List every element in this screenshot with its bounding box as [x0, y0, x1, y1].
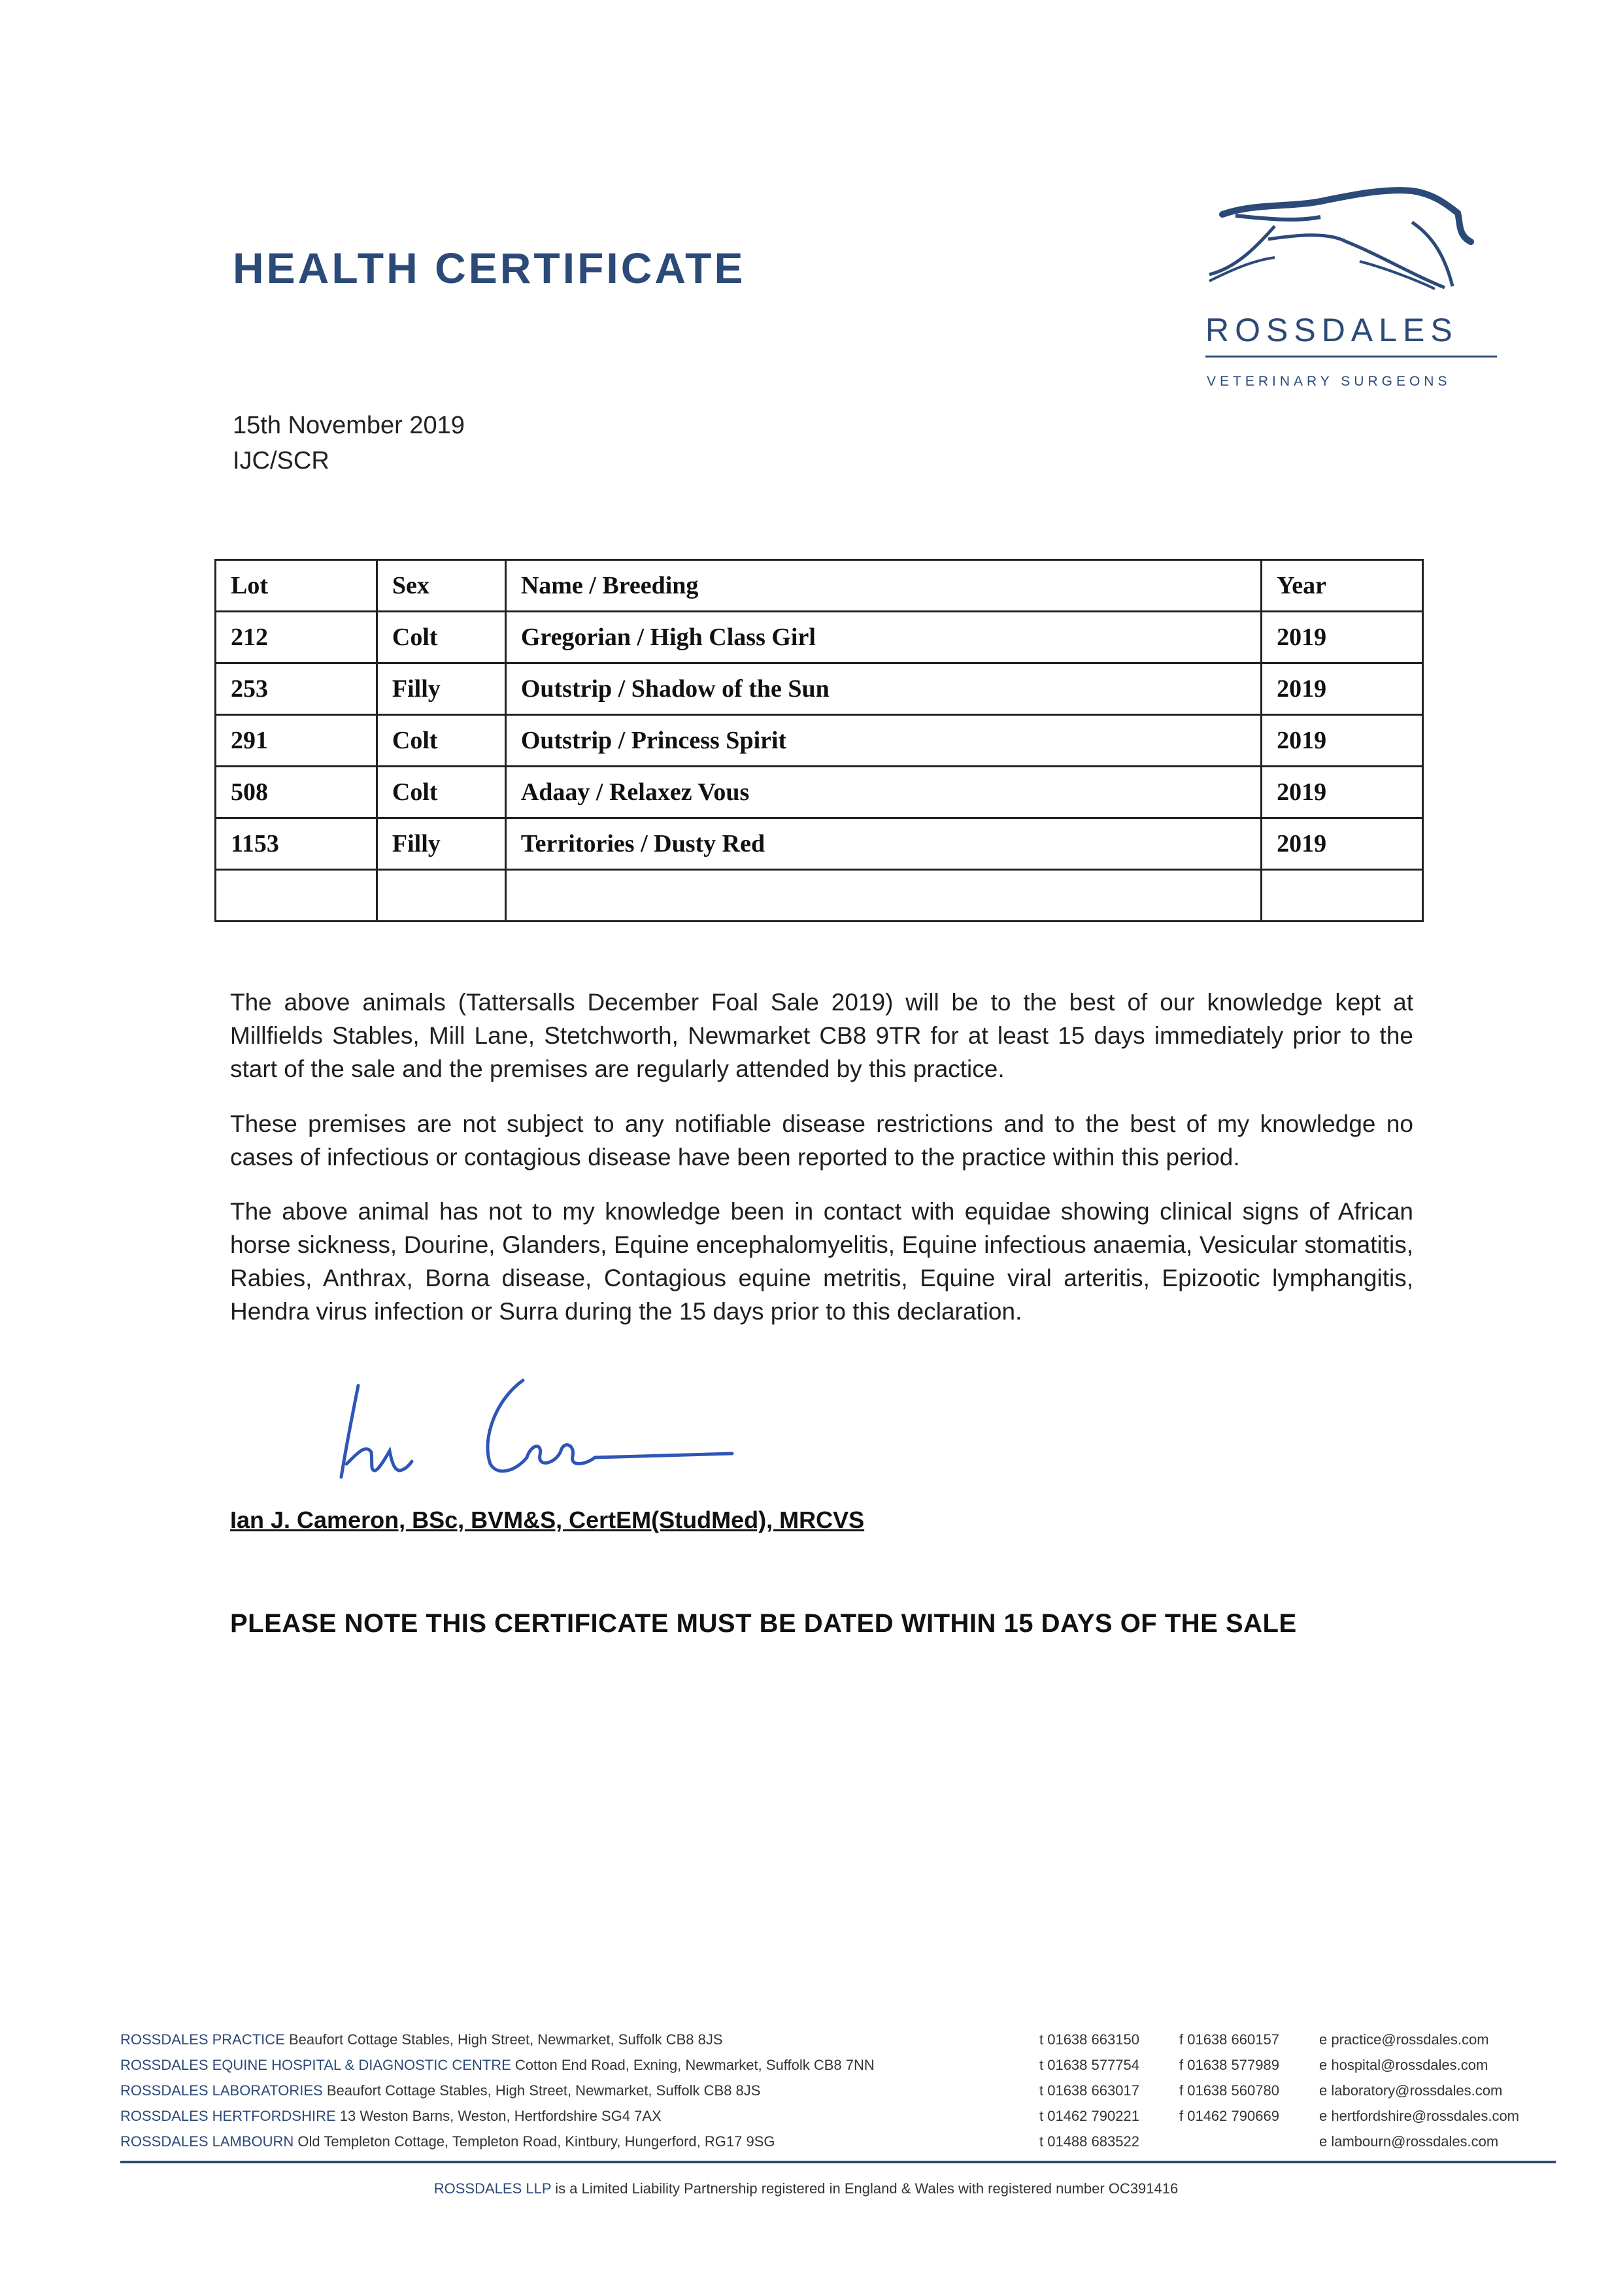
signature-icon [327, 1373, 745, 1497]
header-sex: Sex [377, 560, 505, 612]
horse-logo-icon [1196, 176, 1497, 399]
footer-tel: t 01462 790221 [1039, 2108, 1139, 2124]
lots-table [214, 559, 1424, 922]
footer-tel: t 01488 683522 [1039, 2133, 1139, 2150]
cell-name-breeding: Territories / Dusty Red [505, 818, 1261, 870]
footer-row [120, 2108, 1558, 2133]
table-row [216, 612, 1423, 663]
footer-email: e hospital@rossdales.com [1319, 2057, 1488, 2073]
cell-sex [377, 870, 505, 922]
cell-lot: 508 [216, 767, 377, 818]
footer-branch: ROSSDALES EQUINE HOSPITAL & DIAGNOSTIC CENTRE [120, 2057, 511, 2073]
footer-row [120, 2082, 1558, 2108]
footer-row [120, 2031, 1558, 2057]
table-row [216, 663, 1423, 715]
footer-fax: f 01638 560780 [1179, 2082, 1279, 2099]
cell-sex: Colt [377, 612, 505, 663]
header-lot: Lot [216, 560, 377, 612]
llp-name: ROSSDALES LLP [433, 2180, 552, 2197]
footer-address: Beaufort Cottage Stables, High Street, Newmarket, Suffolk CB8 8JS [326, 2082, 761, 2099]
cell-year [1262, 870, 1423, 922]
footer-email: e hertfordshire@rossdales.com [1319, 2108, 1520, 2124]
table-header-row [216, 560, 1423, 612]
cell-name-breeding [505, 870, 1261, 922]
paragraph-disease-contact: The above animal has not to my knowledge been in contact with equidae showing clinical signs of African horse sickness, Dourine, Glanders, Equine encephalomyelitis, Equine infectious anaemia, Vesicular stomatitis, Rabies, Anthrax, Borna disease, Contagious equine metritis, Equine viral arteritis, Epizootic lymphangitis, Hendra virus infection or Surra during the 15 days prior to this declaration. [230, 1198, 1413, 1325]
footer-email: e lambourn@rossdales.com [1319, 2133, 1499, 2150]
cell-name-breeding: Outstrip / Shadow of the Sun [505, 663, 1261, 715]
cell-name-breeding: Gregorian / High Class Girl [505, 612, 1261, 663]
footer-fax: f 01462 790669 [1179, 2108, 1279, 2124]
cell-sex: Colt [377, 767, 505, 818]
cell-lot: 1153 [216, 818, 377, 870]
footer-tel: t 01638 663017 [1039, 2082, 1139, 2099]
footer-contacts [120, 2031, 1558, 2159]
cell-lot: 253 [216, 663, 377, 715]
cell-name-breeding: Outstrip / Princess Spirit [505, 715, 1261, 767]
cell-year: 2019 [1262, 663, 1423, 715]
footer-address: Cotton End Road, Exning, Newmarket, Suffolk CB8 7NN [514, 2057, 875, 2073]
table-row [216, 715, 1423, 767]
handwritten-signature [327, 1373, 745, 1497]
paragraph-restrictions: These premises are not subject to any notifiable disease restrictions and to the best of my knowledge no cases of infectious or contagious disease have been reported to the practice within this period. [230, 1110, 1413, 1171]
cell-sex: Filly [377, 818, 505, 870]
dating-notice: PLEASE NOTE THIS CERTIFICATE MUST BE DATED WITHIN 15 DAYS OF THE SALE [230, 1609, 1297, 1638]
footer-branch: ROSSDALES LABORATORIES [120, 2082, 323, 2099]
footer-address: Beaufort Cottage Stables, High Street, Newmarket, Suffolk CB8 8JS [288, 2031, 723, 2048]
date-block [233, 408, 465, 478]
llp-statement [0, 2180, 1612, 2197]
logo-tagline: VETERINARY SURGEONS [1207, 374, 1451, 389]
cell-sex: Colt [377, 715, 505, 767]
table-row [216, 818, 1423, 870]
cell-sex: Filly [377, 663, 505, 715]
footer-tel: t 01638 577754 [1039, 2057, 1139, 2073]
page-title: HEALTH CERTIFICATE [233, 244, 746, 292]
signatory-name: Ian J. Cameron, BSc, BVM&S, CertEM(StudMed), MRCVS [230, 1506, 865, 1533]
table-row-empty [216, 870, 1423, 922]
footer-divider [120, 2161, 1556, 2163]
cell-year: 2019 [1262, 612, 1423, 663]
footer-fax: f 01638 577989 [1179, 2057, 1279, 2073]
footer-fax: f 01638 660157 [1179, 2031, 1279, 2048]
cell-name-breeding: Adaay / Relaxez Vous [505, 767, 1261, 818]
header-year: Year [1262, 560, 1423, 612]
table-row [216, 767, 1423, 818]
cell-year: 2019 [1262, 767, 1423, 818]
llp-text: is a Limited Liability Partnership registered in England & Wales with registered number OC391416 [555, 2180, 1179, 2197]
rossdales-logo [1196, 176, 1497, 399]
certificate-date: 15th November 2019 [233, 412, 465, 439]
reference-code: IJC/SCR [233, 447, 329, 474]
cell-lot [216, 870, 377, 922]
cell-year: 2019 [1262, 715, 1423, 767]
footer-email: e laboratory@rossdales.com [1319, 2082, 1503, 2099]
footer-row [120, 2133, 1558, 2159]
paragraph-premises: The above animals (Tattersalls December Foal Sale 2019) will be to the best of our knowledge kept at Millfields Stables, Mill Lane, Stetchworth, Newmarket CB8 9TR for at least 15 days immediately prior to the start of the sale and the premises are regularly attended by this practice. [230, 989, 1413, 1082]
logo-wordmark: ROSSDALES [1205, 312, 1458, 348]
header-name-breeding: Name / Breeding [505, 560, 1261, 612]
footer-row [120, 2057, 1558, 2082]
logo-rule [1205, 356, 1497, 358]
footer-branch: ROSSDALES PRACTICE [120, 2031, 285, 2048]
cell-lot: 212 [216, 612, 377, 663]
footer-tel: t 01638 663150 [1039, 2031, 1139, 2048]
footer-branch: ROSSDALES HERTFORDSHIRE [120, 2108, 336, 2124]
cell-lot: 291 [216, 715, 377, 767]
footer-address: Old Templeton Cottage, Templeton Road, Kintbury, Hungerford, RG17 9SG [297, 2133, 775, 2150]
footer-branch: ROSSDALES LAMBOURN [120, 2133, 294, 2150]
footer-email: e practice@rossdales.com [1319, 2031, 1489, 2048]
footer-address: 13 Weston Barns, Weston, Hertfordshire SG4 7AX [339, 2108, 662, 2124]
cell-year: 2019 [1262, 818, 1423, 870]
